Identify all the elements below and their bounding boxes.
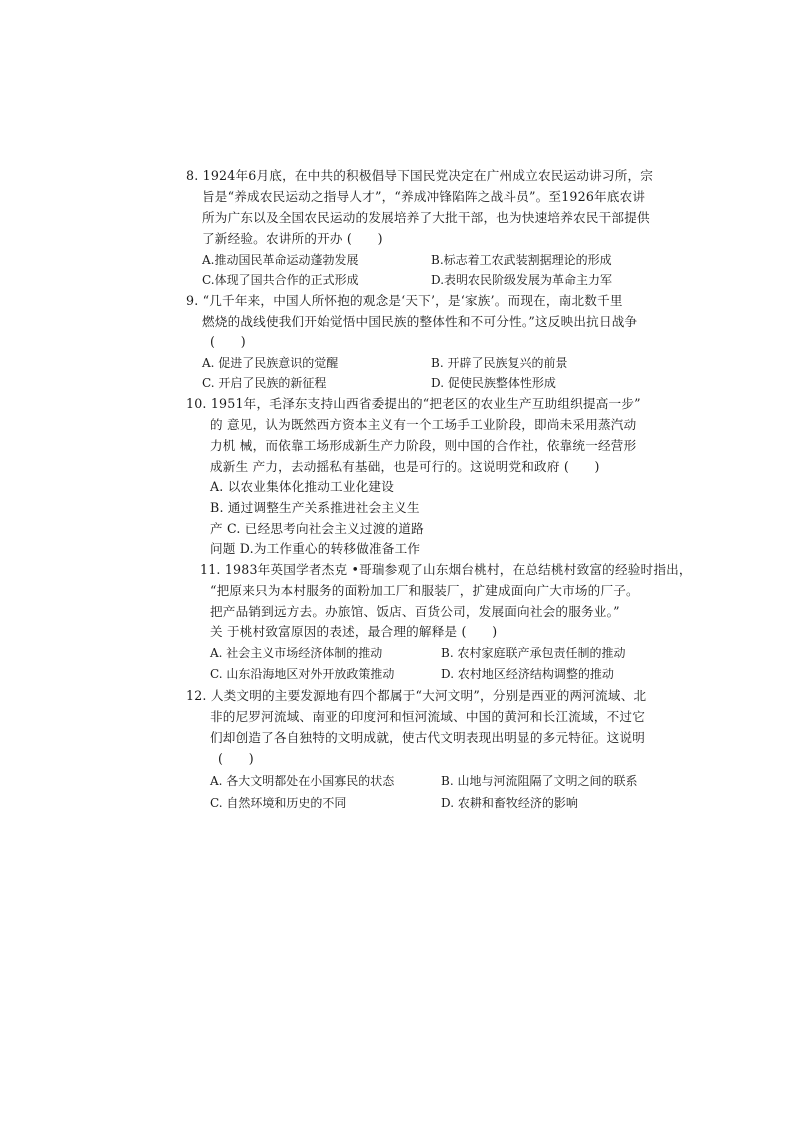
q10-stem-line-2: 的 意见，认为既然西方资本主义有一个工场手工业阶段，即尚未采用蒸汽动 xyxy=(210,417,637,432)
q11-option-a: A. 社会主义市场经济体制的推动 xyxy=(210,646,383,660)
q8-stem-line-4: 了新经验。农讲所的开办 ( ) xyxy=(202,231,383,246)
q11-option-c: C. 山东沿海地区对外开放政策推动 xyxy=(210,667,395,681)
q12-stem-line-4: ( ) xyxy=(218,751,254,766)
q11-stem-line-4: 关 于桃村致富原因的表述，最合理的解释是 ( ) xyxy=(210,624,498,639)
q10-stem-line-5: A. 以农业集体化推动工业化建设 xyxy=(210,479,395,494)
q8-option-d: D.表明农民阶级发展为革命主力军 xyxy=(431,273,613,287)
q9-stem-line-3: ( ) xyxy=(210,334,246,349)
q11-stem-line-2: “把原来只为本村服务的面粉加工厂和服装厂，扩建成面向广大市场的厂子。 xyxy=(210,583,639,598)
q12-option-a: A. 各大文明都处在小国寡民的状态 xyxy=(210,774,395,788)
q12-stem-line-2: 非的尼罗河流域、南亚的印度河和恒河流域、中国的黄河和长江流域，不过它 xyxy=(210,709,645,724)
q8-stem-line-1: 8. 1924年6月底，在中共的积极倡导下国民党决定在广州成立农民运动讲习所，宗 xyxy=(186,168,654,183)
q10-stem-line-3: 力机 械，而依靠工场形成新生产力阶段，则中国的合作社，依靠统一经营形 xyxy=(210,438,637,453)
q12-option-b: B. 山地与河流阻隔了文明之间的联系 xyxy=(441,774,638,788)
q9-stem-line-1: 9. “几千年来，中国人所怀抱的观念是‘天下’，是‘家族’。而现在，南北数千里 xyxy=(186,293,623,308)
q11-option-d: D. 农村地区经济结构调整的推动 xyxy=(441,667,614,681)
q11-option-b: B. 农村家庭联产承包责任制的推动 xyxy=(441,646,626,660)
q10-stem-line-4: 成新生 产力，去动摇私有基础，也是可行的。这说明党和政府 ( ) xyxy=(210,459,600,474)
q8-option-c: C.体现了国共合作的正式形成 xyxy=(202,273,359,287)
q9-option-c: C. 开启了民族的新征程 xyxy=(202,376,327,390)
q12-option-c: C. 自然环境和历史的不同 xyxy=(210,796,347,810)
q9-option-d: D. 促使民族整体性形成 xyxy=(431,376,556,390)
q10-stem-line-6: B. 通过调整生产关系推进社会主义生 xyxy=(210,500,420,515)
q12-stem-line-1: 12. 人类文明的主要发源地有四个都属于“大河文明”，分别是西亚的两河流域、北 xyxy=(186,688,647,703)
q9-option-b: B. 开辟了民族复兴的前景 xyxy=(431,356,568,370)
q12-option-d: D. 农耕和畜牧经济的影响 xyxy=(441,796,578,810)
q8-stem-line-3: 所为广东以及全国农民运动的发展培养了大批干部，也为快速培养农民干部提供 xyxy=(202,210,650,225)
q10-stem-line-8: 问题 D.为工作重心的转移做准备工作 xyxy=(210,541,421,556)
q9-option-a: A. 促进了民族意识的觉醒 xyxy=(202,356,339,370)
q8-option-b: B.标志着工农武装割据理论的形成 xyxy=(431,253,612,267)
q11-stem-line-3: 把产品销到远方去。办旅馆、饭店、百货公司，发展面向社会的服务业。” xyxy=(210,604,620,619)
q11-stem-line-1: 11. 1983年英国学者杰克 •哥瑞参观了山东烟台桃村，在总结桃村致富的经验时指出， xyxy=(200,562,692,577)
q8-stem-line-2: 旨是“养成农民运动之指导人才”，“养成冲锋陷阵之战斗员”。至1926年底农讲 xyxy=(202,189,646,204)
q10-stem-line-1: 10. 1951年，毛泽东支持山西省委提出的“把老区的农业生产互助组织提高一步” xyxy=(186,396,641,411)
q8-option-a: A.推动国民革命运动蓬勃发展 xyxy=(202,253,359,267)
q9-stem-line-2: 燃烧的战线使我们开始觉悟中国民族的整体性和不可分性。”这反映出抗日战争 xyxy=(202,314,638,329)
q12-stem-line-3: 们却创造了各自独特的文明成就，使古代文明表现出明显的多元特征。这说明 xyxy=(210,730,645,745)
q10-stem-line-7: 产 C. 已经思考向社会主义过渡的道路 xyxy=(210,521,424,536)
